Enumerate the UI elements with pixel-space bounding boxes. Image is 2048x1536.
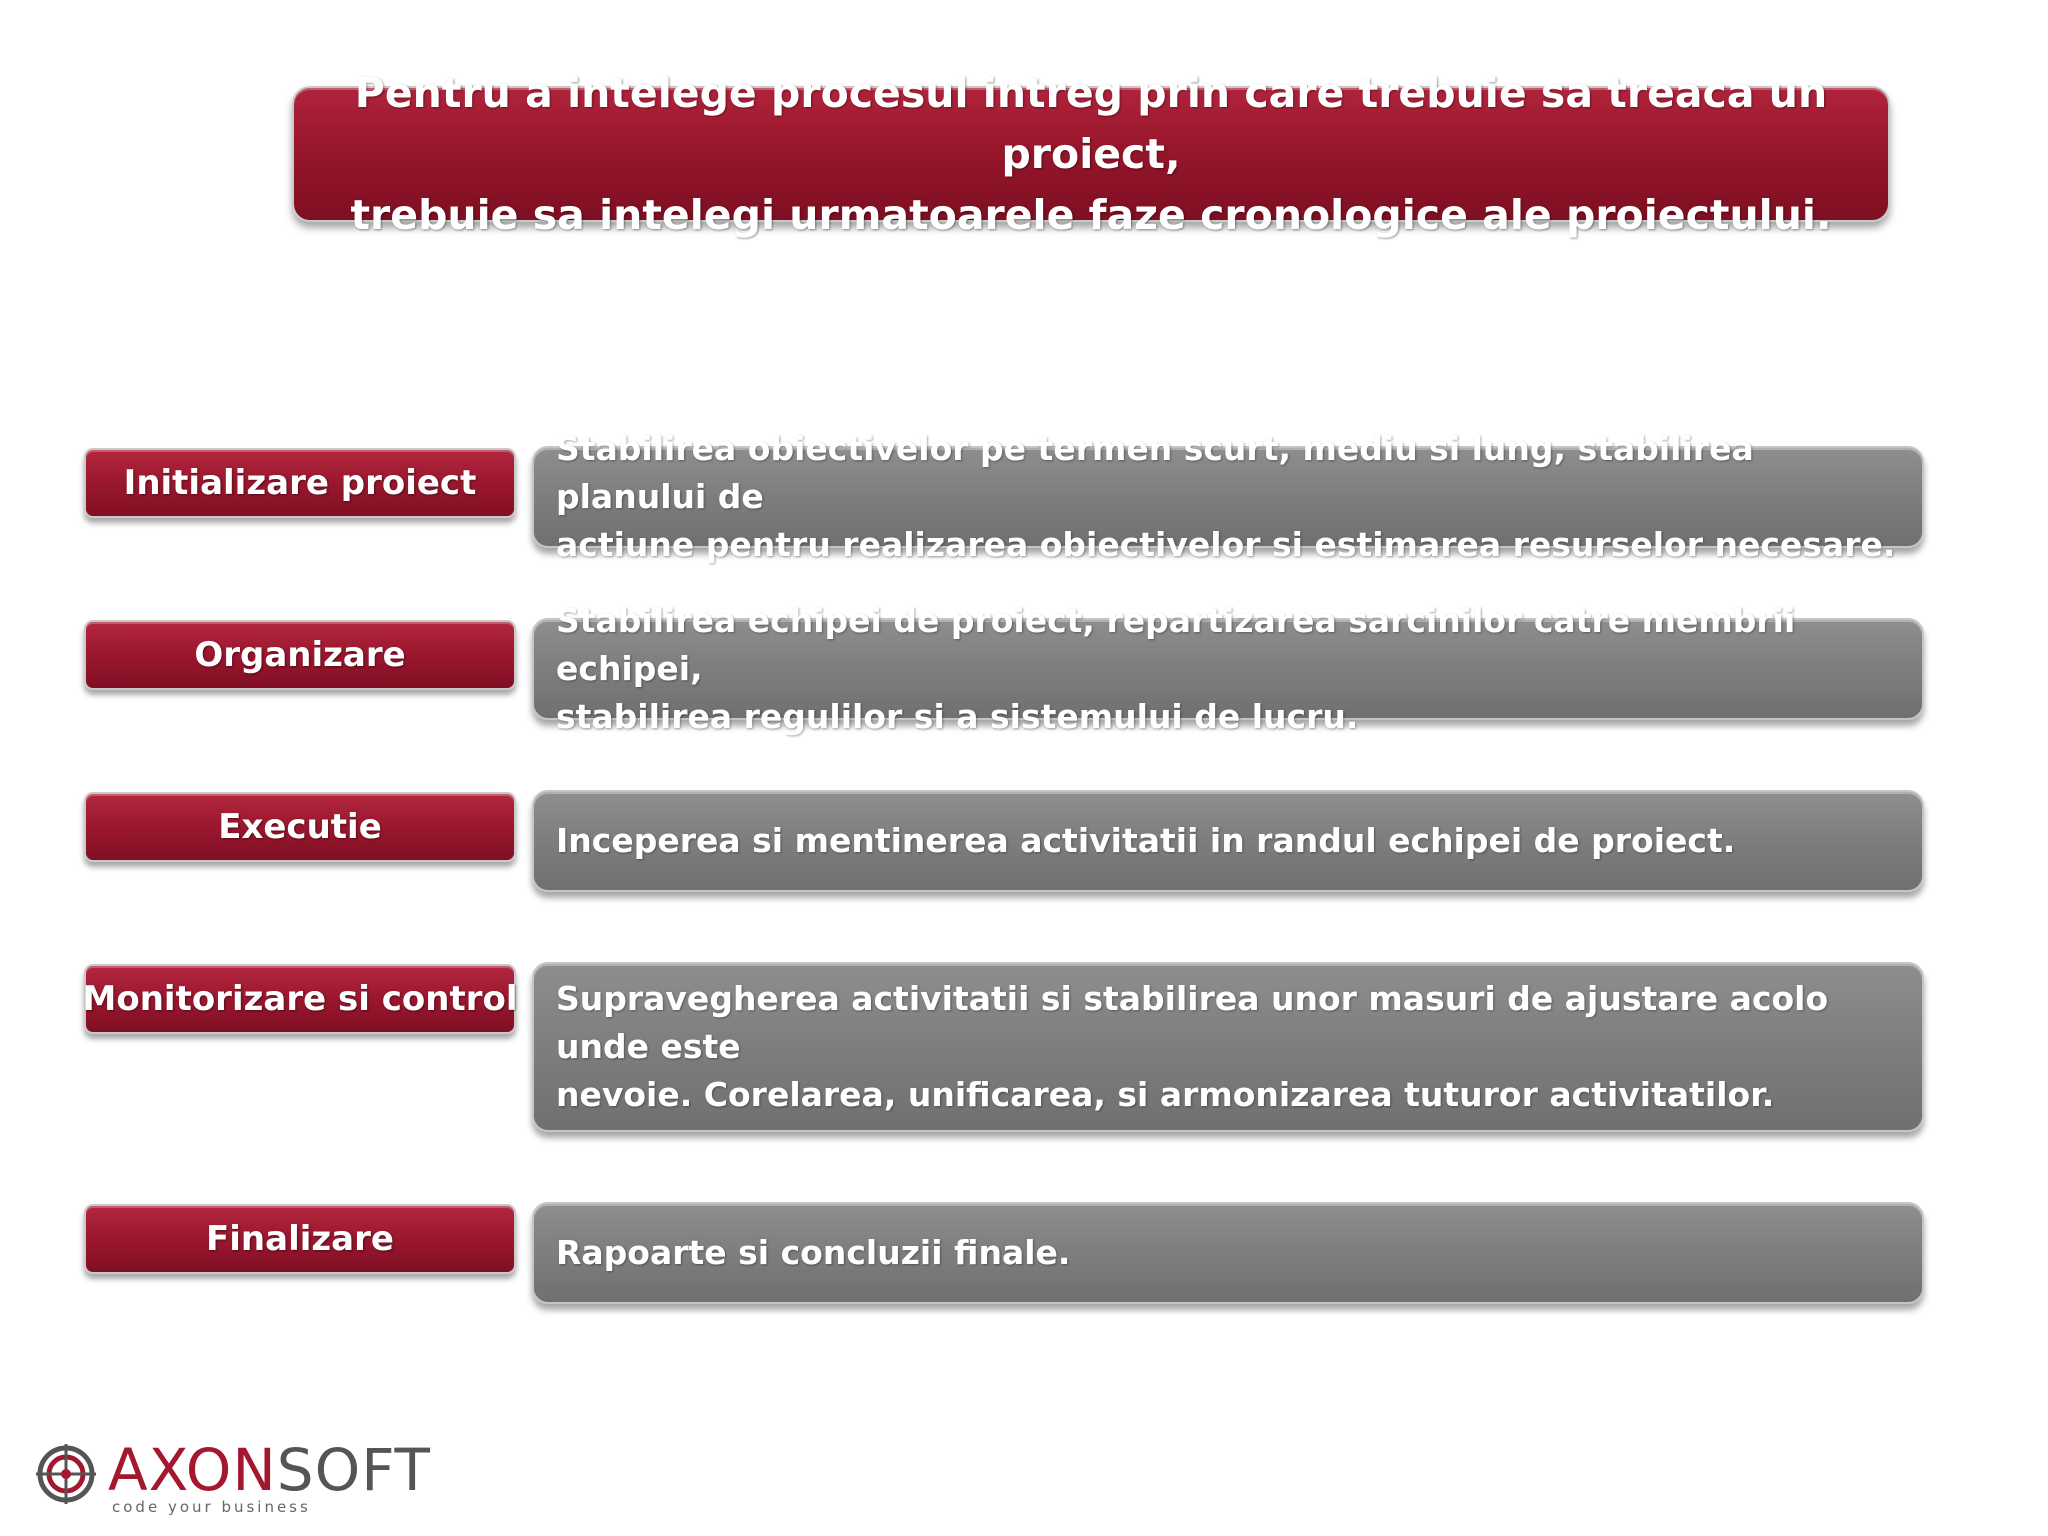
logo-tagline: code your business (112, 1498, 311, 1516)
header-text: Pentru a intelege procesul intreg prin care trebuie sa treaca un proiect, trebuie sa intelegi urmatoarele faze cronologice ale proiectului. (350, 68, 1832, 239)
phase-label: Monitorizare si control (82, 979, 518, 1019)
phase-finalizare (84, 1204, 516, 1274)
phase-description-text: Rapoarte si concluzii finale. (556, 1233, 1071, 1272)
axonsoft-logo (34, 1436, 434, 1516)
phase-description-text: Inceperea si mentinerea activitatii in randul echipei de proiect. (556, 821, 1736, 860)
phase-organizare (84, 620, 516, 690)
phase-description-text: Supravegherea activitatii si stabilirea unor masuri de ajustare acolo unde este nevoie. Corelarea, unificarea, si armonizarea tuturor activitatilor. (556, 979, 1829, 1114)
phase-monitorizare (84, 964, 516, 1034)
phase-executie (84, 792, 516, 862)
logo-wordmark (108, 1438, 431, 1502)
phase-description-text: Stabilirea obiectivelor pe termen scurt, mediu si lung, stabilirea planului de actiune pentru realizarea obiectivelor si estimarea resurselor necesare. (556, 429, 1896, 564)
phase-label: Organizare (194, 635, 406, 675)
phase-description-executie (532, 790, 1924, 892)
logo-name-part1: AXON (108, 1436, 277, 1504)
phase-initializare (84, 448, 516, 518)
logo-name-part2: SOFT (276, 1436, 431, 1504)
phase-description-finalizare (532, 1202, 1924, 1304)
phase-label: Initializare proiect (123, 463, 477, 503)
phase-description-organizare (532, 601, 1924, 736)
header-banner (292, 68, 1890, 239)
phase-description-initializare (532, 429, 1924, 564)
phase-label: Finalizare (206, 1219, 394, 1259)
crosshair-circle-icon (34, 1442, 98, 1506)
phase-description-text: Stabilirea echipei de proiect, repartizarea sarcinilor catre membrii echipei, stabilirea regulilor si a sistemului de lucru. (556, 601, 1796, 736)
phase-label: Executie (218, 807, 382, 847)
phase-description-monitorizare (532, 962, 1924, 1132)
